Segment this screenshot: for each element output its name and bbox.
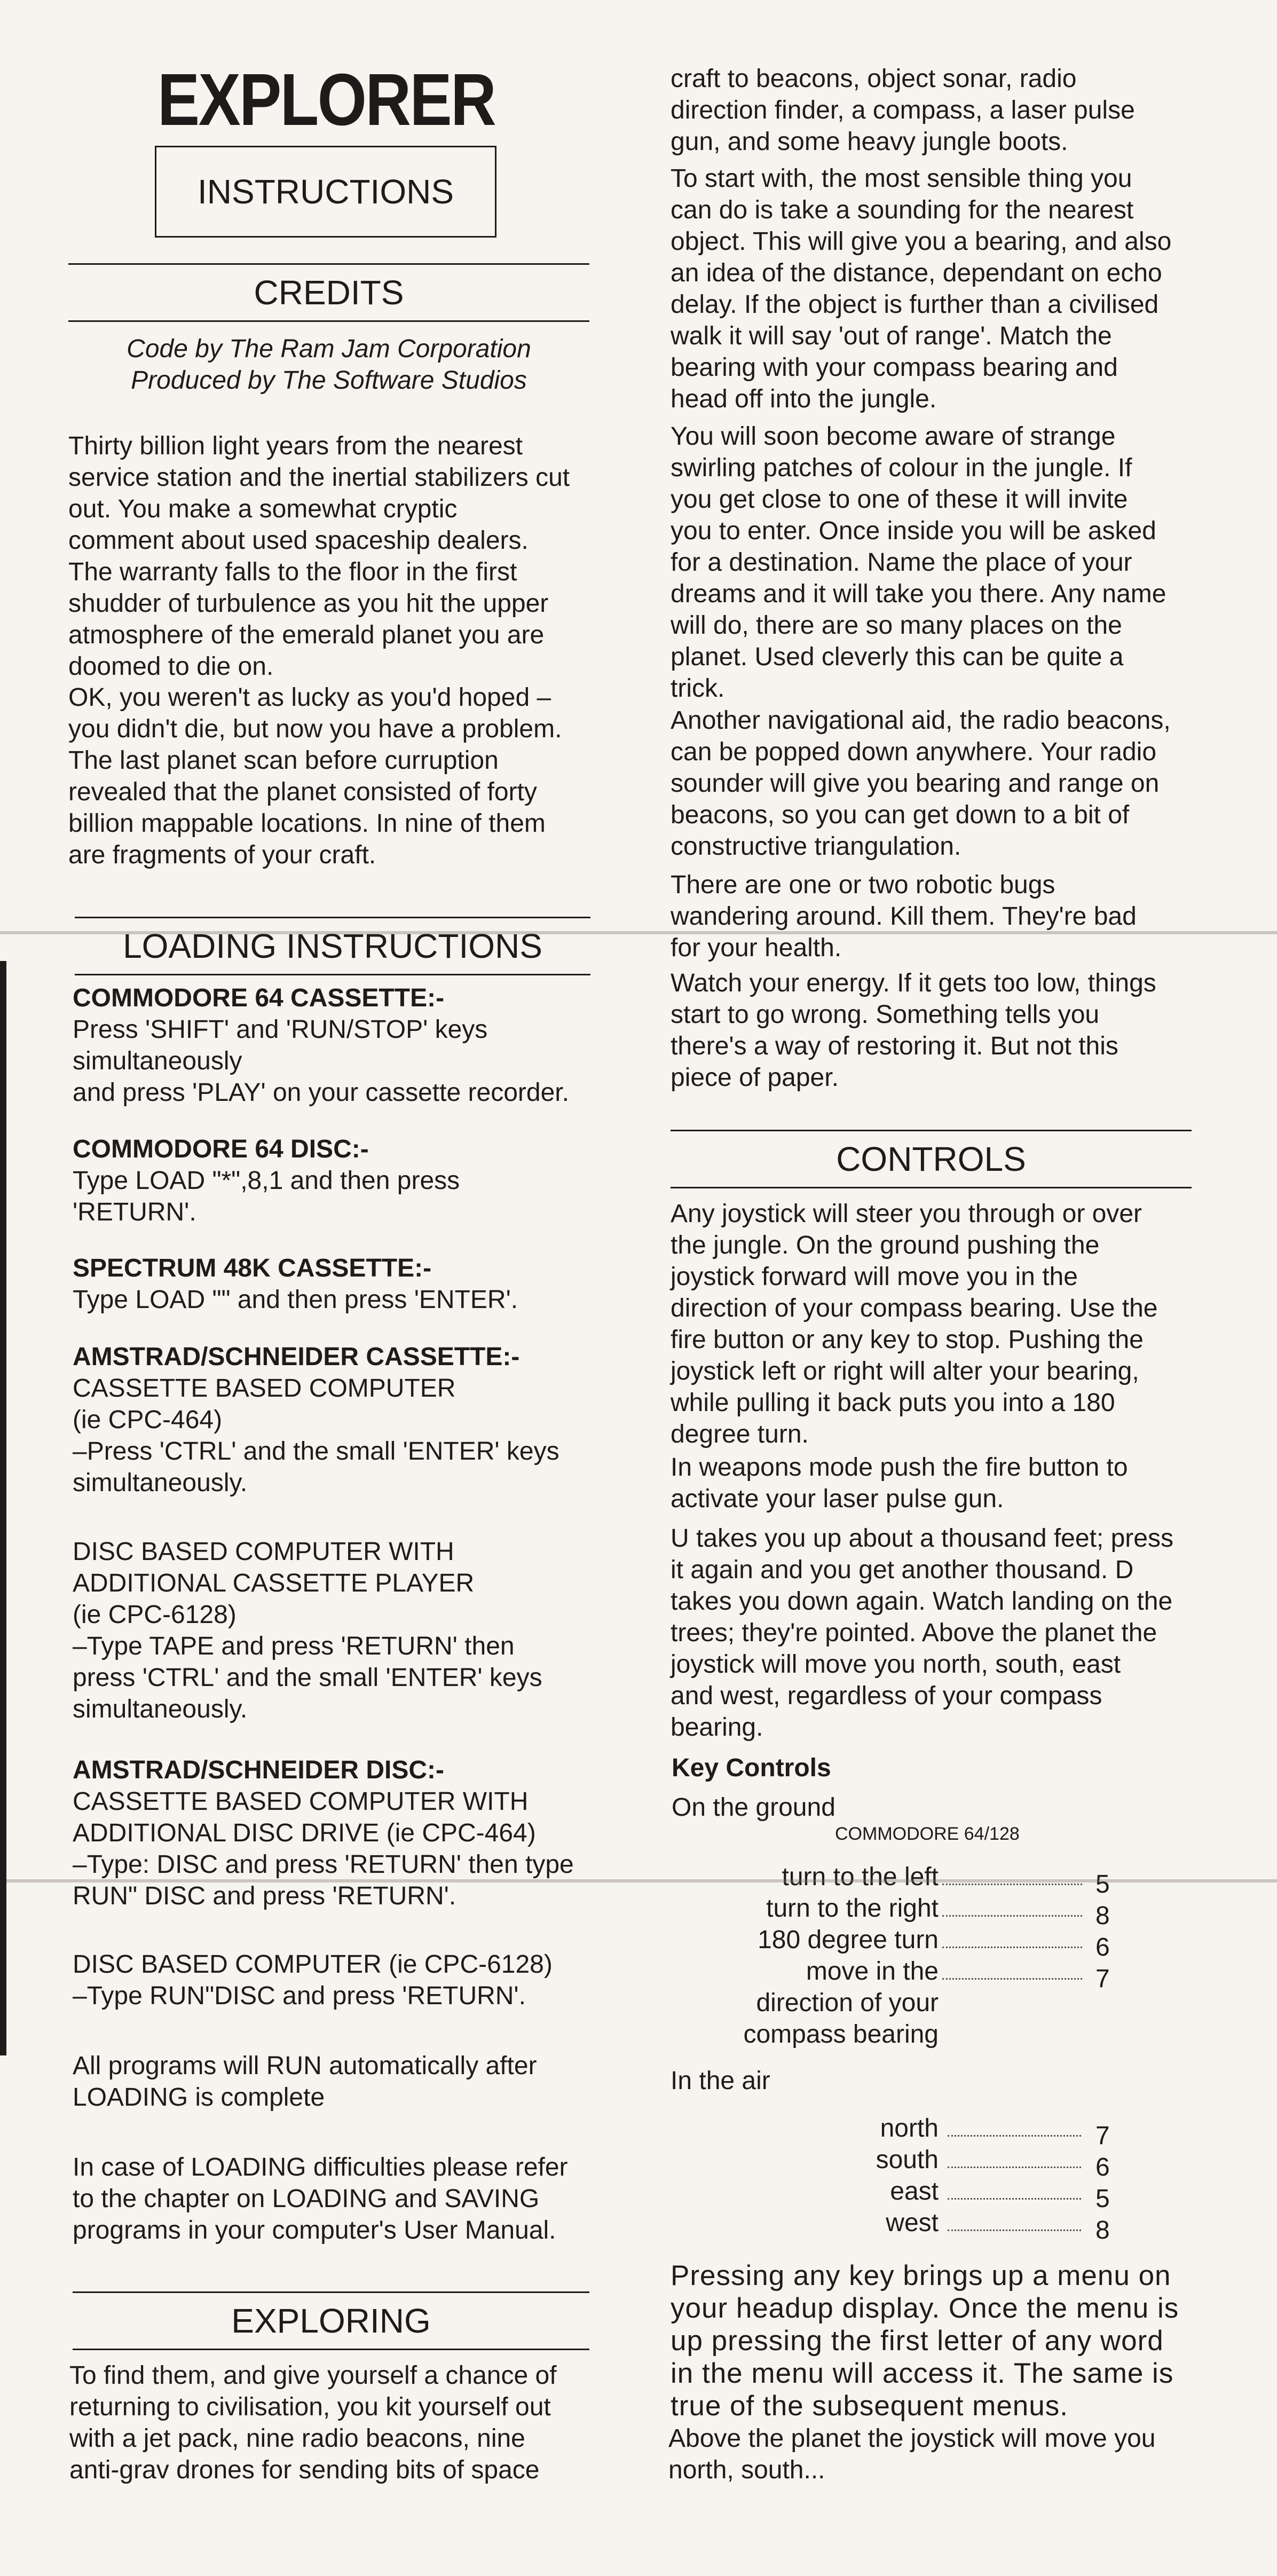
key-value: 7 [1095,2122,1110,2150]
right-paragraph-0: craft to beacons, object sonar, radio direction finder, a compass, a laser pulse gun, and some heavy jungle boots. [671,65,1135,156]
leader-dots [948,2198,1081,2200]
key-value: 5 [1095,2185,1110,2213]
key-value: 8 [1095,2216,1110,2244]
amstrad-disc-heading: AMSTRAD/SCHNEIDER DISC:- [73,1756,444,1784]
leader-dots [942,1884,1082,1885]
key-value: 6 [1095,2153,1110,2181]
loading-heading: LOADING INSTRUCTIONS [75,917,590,975]
c64-disc-text: Type LOAD "*",8,1 and then press 'RETURN'. [73,1167,460,1226]
right-paragraph-2: You will soon become aware of strange swirling patches of colour in the jungle. If you get close to one of these it will invite you to enter. Once inside you will be asked for a destination. Name the place of your dreams and it will take you there. Any name will do, there are so many places on the planet. Used cleverly this can be quite a trick. [671,422,1166,703]
key-label: east [890,2177,939,2205]
amstrad-cassette-text-1: CASSETTE BASED COMPUTER (ie CPC-464) –Press 'CTRL' and the small 'ENTER' keys simultaneously. [73,1374,559,1497]
amstrad-cassette-text-2: DISC BASED COMPUTER WITH ADDITIONAL CASSETTE PLAYER (ie CPC-6128) –Type TAPE and press 'RETURN' then press 'CTRL' and the small 'ENTER' keys simultaneously. [73,1538,542,1723]
auto-run-note: All programs will RUN automatically after LOADING is complete [73,2052,537,2112]
amstrad-disc-text-2: DISC BASED COMPUTER (ie CPC-6128) –Type RUN"DISC and press 'RETURN'. [73,1950,553,2010]
intro-paragraph-2: OK, you weren't as lucky as you'd hoped – you didn't die, but now you have a problem. The last planet scan before curruption revealed that the planet consisted of forty billion mappable locations. In nine of them are fragments of your craft. [68,683,562,869]
credits-text: Code by The Ram Jam Corporation Produced by The Software Studios [127,335,531,395]
leader-dots [948,2230,1081,2231]
controls-paragraph-3: U takes you up about a thousand feet; press it again and you get another thousand. D takes you down again. Watch landing on the trees; they're pointed. Above the planet the joystick will move you north, south, east and west, regardless of your compass bearing. [671,1524,1173,1742]
key-label: 180 degree turn [758,1926,939,1954]
c64-disc-heading: COMMODORE 64 DISC:- [73,1135,369,1163]
key-value: 7 [1095,1965,1110,1993]
spectrum-heading: SPECTRUM 48K CASSETTE:- [73,1254,432,1282]
right-paragraph-3: Another navigational aid, the radio beacons, can be popped down anywhere. Your radio sounder will give you bearing and range on beacons, so you can get down to a bit of constructive triangulation. [671,706,1171,861]
right-paragraph-1: To start with, the most sensible thing you can do is take a sounding for the nearest object. This will give you a bearing, and also an idea of the distance, dependant on echo delay. If the object is further than a civilised walk it will say 'out of range'. Match the bearing with your compass bearing and head off into the jungle. [671,164,1172,413]
tail-paragraph: Above the planet the joystick will move you north, south... [668,2424,1156,2484]
key-value: 6 [1095,1933,1110,1961]
fold-crease-bottom [0,1879,1277,1882]
c64-cassette-text: Press 'SHIFT' and 'RUN/STOP' keys simultaneously and press 'PLAY' on your cassette recorder. [73,1015,569,1107]
key-controls-heading: Key Controls [672,1754,831,1782]
controls-paragraph-1: Any joystick will steer you through or over the jungle. On the ground pushing the joystick forward will move you in the direction of your compass bearing. Use the fire button or any key to stop. Pushing the joystick left or right will alter your bearing, while pulling it back puts you into a 180 degree turn. [671,1200,1158,1448]
key-value: 5 [1095,1870,1110,1898]
in-the-air-label: In the air [671,2067,770,2095]
loading-difficulties-note: In case of LOADING difficulties please refer to the chapter on LOADING and SAVING programs in your computer's User Manual. [73,2153,568,2244]
right-paragraph-4: There are one or two robotic bugs wandering around. Kill them. They're bad for your health. [671,871,1137,962]
key-label: north [880,2114,939,2142]
leader-dots [942,1947,1082,1948]
spectrum-text: Type LOAD "" and then press 'ENTER'. [73,1286,518,1314]
controls-paragraph-2: In weapons mode push the fire button to activate your laser pulse gun. [671,1453,1128,1513]
leader-dots [942,1915,1082,1917]
page-edge [0,961,6,2055]
key-label: west [886,2209,939,2237]
leader-dots [948,2167,1081,2168]
amstrad-cassette-heading: AMSTRAD/SCHNEIDER CASSETTE:- [73,1343,520,1371]
key-label: turn to the left [782,1863,939,1891]
intro-paragraph-1: Thirty billion light years from the nearest service station and the inertial stabilizers cut out. You make a somewhat cryptic comment about used spaceship dealers. The warranty falls to the floor in the first shudder of turbulence as you hit the upper atmosphere of the emerald planet you are doomed to die on. [68,432,570,681]
on-the-ground-label: On the ground [672,1793,835,1822]
key-value: 8 [1095,1902,1110,1930]
machine-label: COMMODORE 64/128 [835,1824,1020,1844]
move-continuation: direction of your compass bearing [743,1989,939,2049]
leader-dots [948,2135,1081,2137]
menu-paragraph: Pressing any key brings up a menu on your headup display. Once the menu is up pressing the first letter of any word in the menu will access it. The same is true of the subsequent menus. [671,2260,1179,2422]
page-title: EXPLORER [157,59,495,141]
exploring-paragraph: To find them, and give yourself a chance of returning to civilisation, you kit yourself out with a jet pack, nine radio beacons, nine anti-grav drones for sending bits of space [69,2361,557,2484]
key-label: move in the [806,1957,939,1986]
c64-cassette-heading: COMMODORE 64 CASSETTE:- [73,984,445,1012]
key-label: turn to the right [766,1894,939,1923]
credits-heading: CREDITS [68,263,589,322]
fold-crease-top [0,931,1277,934]
amstrad-disc-text-1: CASSETTE BASED COMPUTER WITH ADDITIONAL DISC DRIVE (ie CPC-464) –Type: DISC and press 'RETURN' then type RUN" DISC and press 'RETURN'. [73,1787,574,1910]
instructions-box: INSTRUCTIONS [155,146,496,238]
exploring-heading: EXPLORING [73,2291,589,2350]
right-paragraph-5: Watch your energy. If it gets too low, things start to go wrong. Something tells you there's a way of restoring it. But not this piece of paper. [671,969,1156,1092]
leader-dots [942,1978,1082,1980]
controls-heading: CONTROLS [671,1130,1192,1188]
key-label: south [876,2146,939,2174]
